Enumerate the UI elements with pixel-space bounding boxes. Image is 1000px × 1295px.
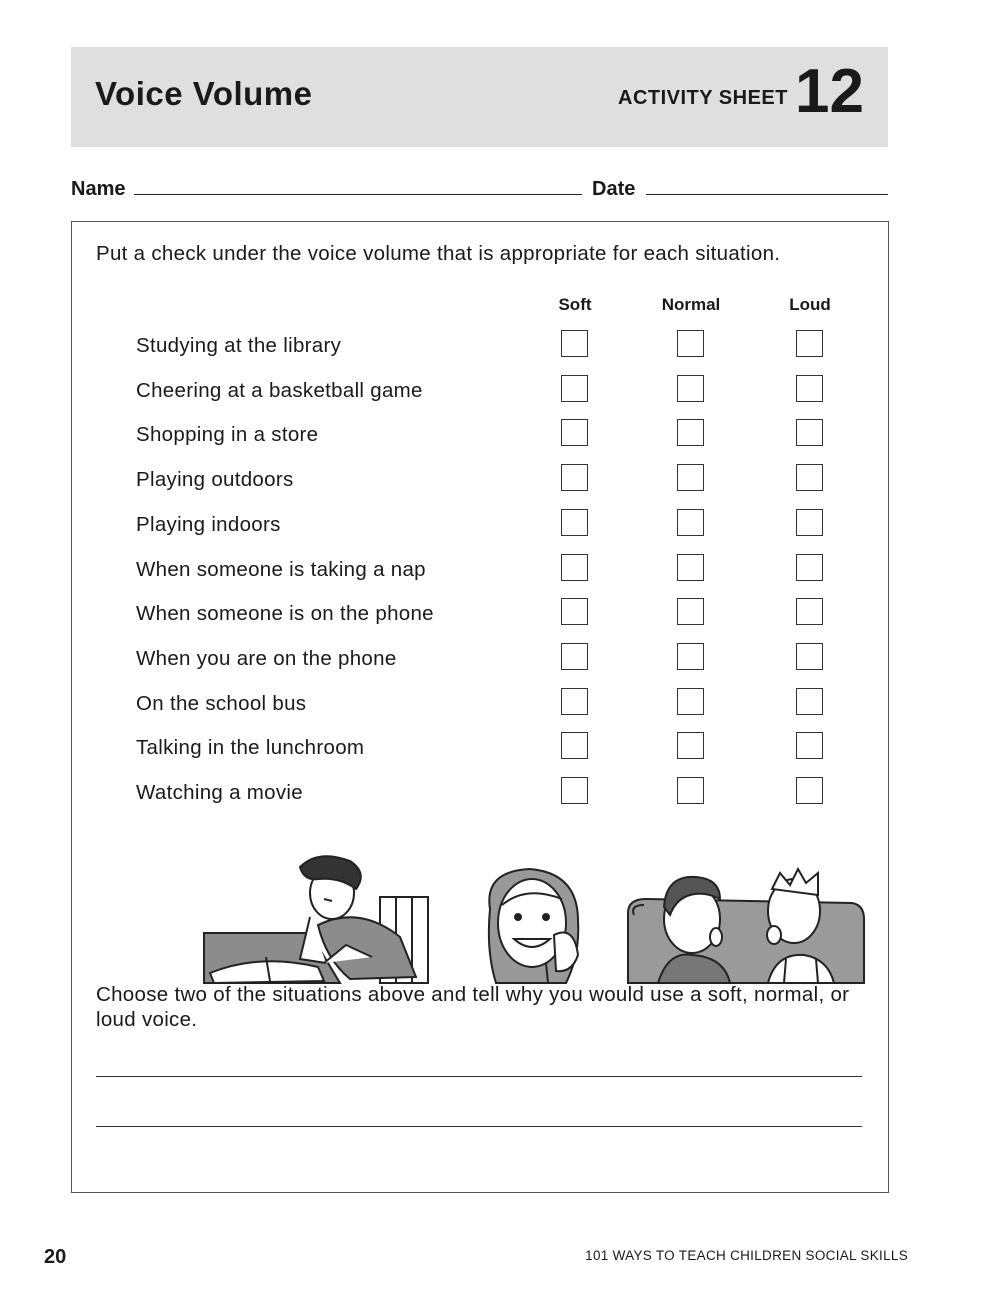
checkbox-loud[interactable]	[796, 732, 823, 759]
situation-label: When you are on the phone	[136, 646, 397, 670]
situation-label: Playing indoors	[136, 512, 281, 536]
situation-label: Talking in the lunchroom	[136, 736, 365, 760]
activity-sheet-number: 12	[795, 57, 864, 126]
bus-boys-illustration	[628, 869, 864, 983]
name-label: Name	[71, 178, 126, 200]
checkbox-soft[interactable]	[561, 688, 588, 715]
activity-sheet-label: ACTIVITY SHEET	[618, 87, 788, 109]
writing-prompt: Choose two of the situations above and tell why you would use a soft, normal, or loud voice.	[96, 983, 850, 1031]
activity-header	[71, 47, 888, 147]
checkbox-soft[interactable]	[561, 464, 588, 491]
checkbox-soft[interactable]	[561, 598, 588, 625]
situation-label: Studying at the library	[136, 334, 342, 357]
studying-boy-illustration	[204, 856, 428, 983]
checkbox-loud[interactable]	[796, 777, 823, 804]
checkbox-loud[interactable]	[796, 598, 823, 625]
name-field[interactable]	[134, 194, 582, 195]
situation-label: Watching a movie	[136, 781, 303, 804]
checkbox-normal[interactable]	[677, 464, 704, 491]
checkbox-normal[interactable]	[677, 643, 704, 670]
page-number: 20	[44, 1246, 67, 1268]
checkbox-normal[interactable]	[677, 598, 704, 625]
checkbox-soft[interactable]	[561, 375, 588, 402]
people-illustration	[200, 855, 866, 985]
book-title: 101 WAYS TO TEACH CHILDREN SOCIAL SKILLS	[585, 1248, 908, 1263]
instruction-text: Put a check under the voice volume that is appropriate for each situation.	[96, 242, 781, 265]
situation-label: When someone is on the phone	[136, 602, 434, 626]
checkbox-loud[interactable]	[796, 330, 823, 357]
situation-label: On the school bus	[136, 691, 307, 715]
girl-on-phone-illustration	[489, 869, 578, 983]
date-label: Date	[592, 178, 636, 200]
checkbox-normal[interactable]	[677, 688, 704, 715]
situation-label: Playing outdoors	[136, 468, 294, 492]
checkbox-soft[interactable]	[561, 509, 588, 536]
checkbox-loud[interactable]	[796, 464, 823, 491]
page-title: Voice Volume	[95, 75, 313, 112]
column-header-loud: Loud	[789, 295, 831, 314]
column-header-soft: Soft	[558, 295, 592, 314]
checkbox-loud[interactable]	[796, 554, 823, 581]
checkbox-loud[interactable]	[796, 643, 823, 670]
checkbox-soft[interactable]	[561, 643, 588, 670]
checkbox-normal[interactable]	[677, 330, 704, 357]
checkbox-loud[interactable]	[796, 509, 823, 536]
checkbox-soft[interactable]	[561, 330, 588, 357]
date-field[interactable]	[646, 194, 888, 195]
column-header-normal: Normal	[661, 295, 721, 314]
checkbox-normal[interactable]	[677, 554, 704, 581]
checkbox-loud[interactable]	[796, 688, 823, 715]
checkbox-loud[interactable]	[796, 419, 823, 446]
checkbox-loud[interactable]	[796, 375, 823, 402]
answer-line-1[interactable]	[96, 1076, 862, 1077]
checkbox-normal[interactable]	[677, 375, 704, 402]
answer-line-2[interactable]	[96, 1126, 862, 1127]
checkbox-soft[interactable]	[561, 732, 588, 759]
checkbox-normal[interactable]	[677, 509, 704, 536]
situation-label: Shopping in a store	[136, 423, 319, 447]
checkbox-normal[interactable]	[677, 732, 704, 759]
situation-label: Cheering at a basketball game	[136, 378, 423, 402]
checkbox-soft[interactable]	[561, 419, 588, 446]
checkbox-soft[interactable]	[561, 777, 588, 804]
checkbox-soft[interactable]	[561, 554, 588, 581]
checkbox-normal[interactable]	[677, 777, 704, 804]
situation-label: When someone is taking a nap	[136, 557, 426, 581]
checkbox-normal[interactable]	[677, 419, 704, 446]
